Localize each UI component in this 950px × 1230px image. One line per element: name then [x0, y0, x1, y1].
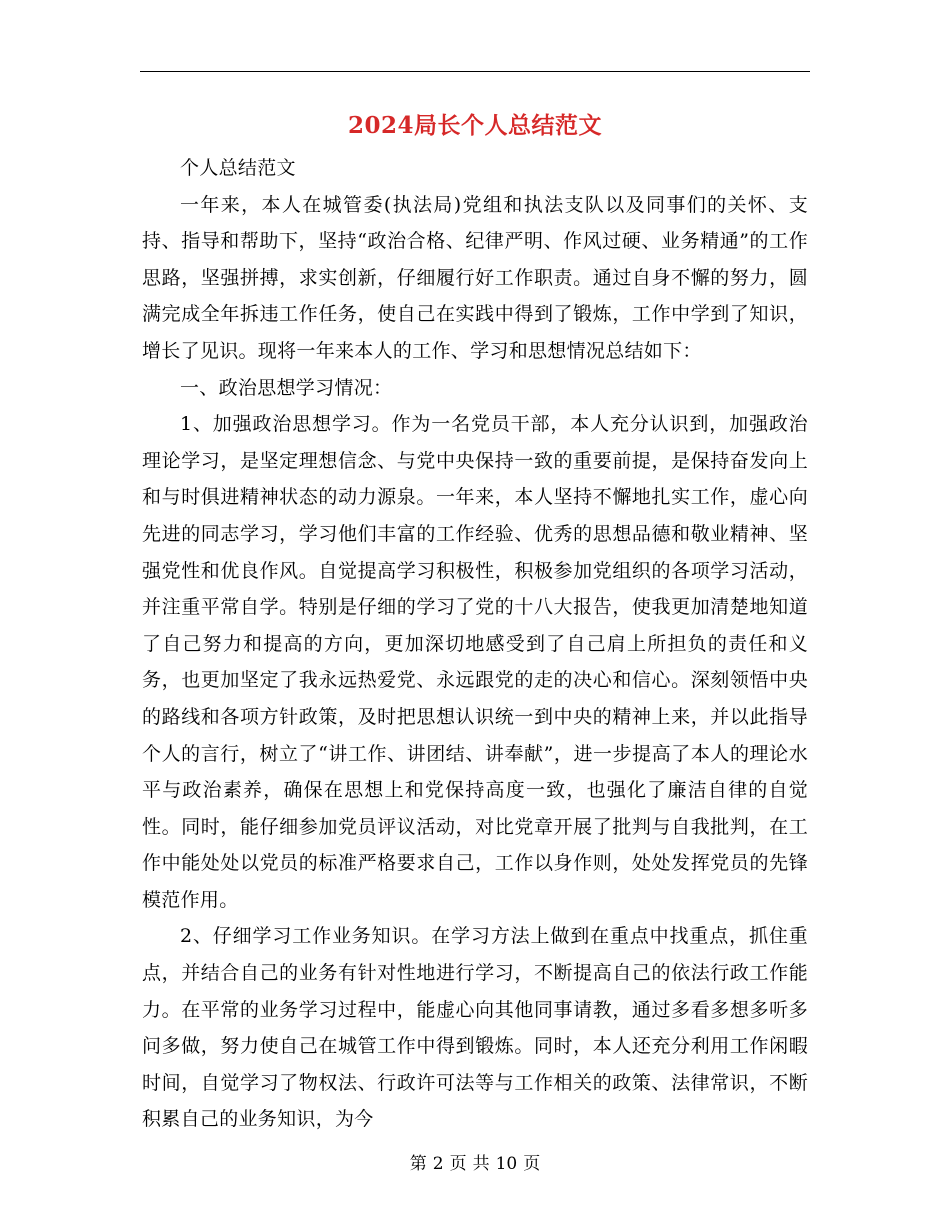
paragraph-intro: 一年来，本人在城管委(执法局)党组和执法支队以及同事们的关怀、支持、指导和帮助下，坚持“政治合格、纪律严明、作风过硬、业务精通”的工作思路，坚强拼搏，求实创新，仔细履行好工作职责。通过自身不懈的努力，圆满完成全年拆违工作任务，使自己在实践中得到了锻炼，工作中学到了知识，增长了见识。现将一年来本人的工作、学习和思想情况总结如下：: [142, 193, 808, 362]
document-body: [142, 150, 808, 1138]
document-title: 2024局长个人总结范文: [347, 112, 602, 139]
footer-total-word: 共: [472, 1154, 490, 1174]
page-footer: [0, 1152, 950, 1176]
footer-total-pages: 10: [495, 1154, 518, 1174]
paragraph-business-study: 2、仔细学习工作业务知识。在学习方法上做到在重点中找重点，抓住重点，并结合自己的业务有针对性地进行学习，不断提高自己的依法行政工作能力。在平常的业务学习过程中，能虚心向其他同事请教，通过多看多想多听多问多做，努力使自己在城管工作中得到锻炼。同时，本人还充分利用工作闲暇时间，自觉学习了物权法、行政许可法等与工作相关的政策、法律常识，不断积累自己的业务知识，为今: [142, 925, 808, 1131]
footer-prefix: 第: [409, 1154, 427, 1174]
footer-suffix: 页: [523, 1154, 541, 1174]
footer-page-word: 页: [449, 1154, 467, 1174]
paragraph-political-study: 1、加强政治思想学习。作为一名党员干部，本人充分认识到，加强政治理论学习，是坚定理想信念、与党中央保持一致的重要前提，是保持奋发向上和与时俱进精神状态的动力源泉。一年来，本人坚持不懈地扎实工作，虚心向先进的同志学习，学习他们丰富的工作经验、优秀的思想品德和敬业精神、坚强党性和优良作风。自觉提高学习积极性，积极参加党组织的各项学习活动，并注重平常自学。特别是仔细的学习了党的十八大报告，使我更加清楚地知道了自己努力和提高的方向，更加深切地感受到了自己肩上所担负的责任和义务，也更加坚定了我永远热爱党、永远跟党的走的决心和信心。深刻领悟中央的路线和各项方针政策，及时把思想认识统一到中央的精神上来，并以此指导个人的言行，树立了“讲工作、讲团结、讲奉献”，进一步提高了本人的理论水平与政治素养，确保在思想上和党保持高度一致，也强化了廉洁自律的自觉性。同时，能仔细参加党员评议活动，对比党章开展了批判与自我批判，在工作中能处处以党员的标准严格要求自己，工作以身作则，处处发挥党员的先锋模范作用。: [142, 413, 808, 911]
header-rule: [140, 71, 810, 72]
footer-current-page: 2: [432, 1154, 444, 1174]
paragraph-subtitle: 个人总结范文: [180, 157, 296, 179]
section-heading-political-study: 一、政治思想学习情况：: [180, 376, 393, 399]
